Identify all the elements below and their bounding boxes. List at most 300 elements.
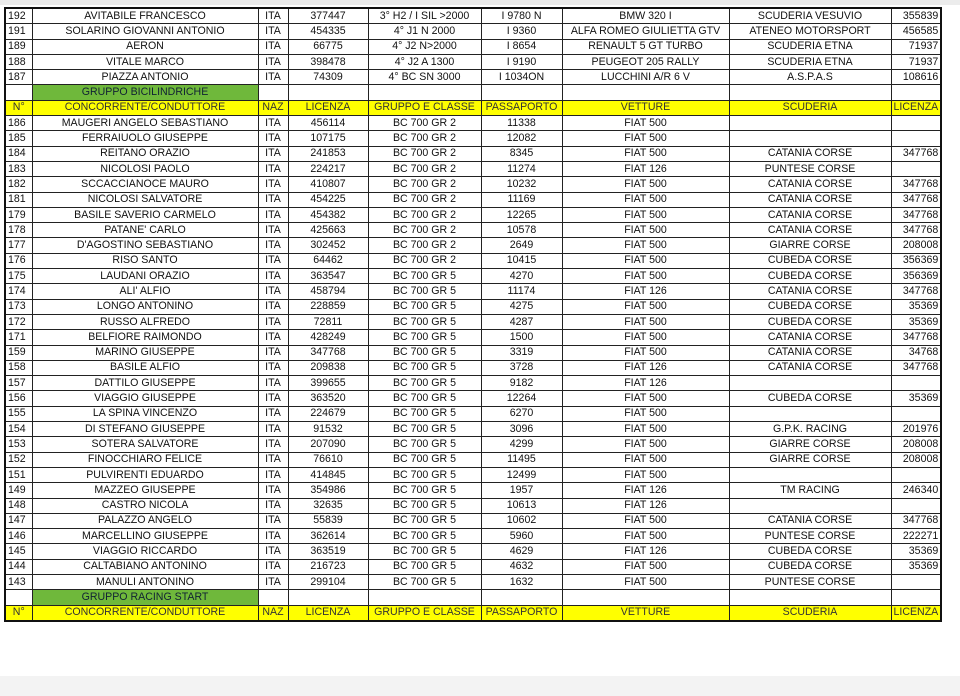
cell: BC 700 GR 5 (368, 559, 481, 574)
cell: BC 700 GR 2 (368, 161, 481, 176)
table-row (5, 116, 941, 131)
cell: SOTERA SALVATORE (32, 437, 258, 452)
cell: 72811 (288, 314, 368, 329)
cell: CUBEDA CORSE (729, 314, 891, 329)
cell: FIAT 500 (562, 513, 729, 528)
cell (258, 590, 288, 605)
table-row (5, 207, 941, 222)
cell: 241853 (288, 146, 368, 161)
cell: FIAT 500 (562, 437, 729, 452)
cell: ITA (258, 24, 288, 39)
cell: BC 700 GR 5 (368, 467, 481, 482)
cell: 149 (5, 483, 32, 498)
cell: 414845 (288, 467, 368, 482)
cell: BC 700 GR 5 (368, 345, 481, 360)
table-row (5, 223, 941, 238)
cell: TM RACING (729, 483, 891, 498)
table-row (5, 299, 941, 314)
cell: 216723 (288, 559, 368, 574)
cell: 181 (5, 192, 32, 207)
cell: ITA (258, 345, 288, 360)
cell: CATANIA CORSE (729, 192, 891, 207)
cell: CATANIA CORSE (729, 360, 891, 375)
cell: FIAT 500 (562, 467, 729, 482)
cell: SCUDERIA (729, 605, 891, 621)
cell: ITA (258, 299, 288, 314)
table-row (5, 269, 941, 284)
cell: 35369 (891, 314, 941, 329)
cell: 454382 (288, 207, 368, 222)
cell: 4299 (481, 437, 562, 452)
cell: BC 700 GR 2 (368, 253, 481, 268)
cell: PASSAPORTO (481, 605, 562, 621)
cell: BC 700 GR 5 (368, 544, 481, 559)
table-row (5, 131, 941, 146)
cell (729, 467, 891, 482)
cell: 188 (5, 54, 32, 69)
cell: FIAT 500 (562, 192, 729, 207)
cell: 173 (5, 299, 32, 314)
cell: 347768 (891, 146, 941, 161)
cell: CATANIA CORSE (729, 284, 891, 299)
cell (891, 131, 941, 146)
cell: 179 (5, 207, 32, 222)
cell: 347768 (288, 345, 368, 360)
cell: 454225 (288, 192, 368, 207)
cell: FIAT 500 (562, 131, 729, 146)
cell: FIAT 500 (562, 314, 729, 329)
cell: I 8654 (481, 39, 562, 54)
cell: 35369 (891, 559, 941, 574)
cell: GRUPPO E CLASSE (368, 605, 481, 621)
cell: ITA (258, 544, 288, 559)
cell: 189 (5, 39, 32, 54)
cell: 11174 (481, 284, 562, 299)
cell (481, 590, 562, 605)
cell: AVITABILE FRANCESCO (32, 8, 258, 24)
cell: 144 (5, 559, 32, 574)
cell: BC 700 GR 2 (368, 207, 481, 222)
cell: FIAT 500 (562, 559, 729, 574)
table-row (5, 284, 941, 299)
table-row (5, 467, 941, 482)
cell: G.P.K. RACING (729, 422, 891, 437)
group-title: GRUPPO BICILINDRICHE (32, 85, 258, 100)
cell (891, 376, 941, 391)
cell: A.S.P.A.S (729, 70, 891, 85)
cell: BC 700 GR 5 (368, 360, 481, 375)
cell: ITA (258, 559, 288, 574)
table-row (5, 376, 941, 391)
cell: 363547 (288, 269, 368, 284)
cell: 152 (5, 452, 32, 467)
cell: FIAT 500 (562, 330, 729, 345)
cell: 454335 (288, 24, 368, 39)
cell: 35369 (891, 391, 941, 406)
cell: ITA (258, 223, 288, 238)
cell: 2649 (481, 238, 562, 253)
group-title: GRUPPO RACING START (32, 590, 258, 605)
cell: 108616 (891, 70, 941, 85)
cell: ITA (258, 70, 288, 85)
cell: AERON (32, 39, 258, 54)
cell: 363520 (288, 391, 368, 406)
cell: 35369 (891, 299, 941, 314)
table-row (5, 391, 941, 406)
cell: ITA (258, 207, 288, 222)
cell: I 1034ON (481, 70, 562, 85)
cell: 410807 (288, 177, 368, 192)
cell: MAUGERI ANGELO SEBASTIANO (32, 116, 258, 131)
cell (368, 85, 481, 100)
cell: ITA (258, 437, 288, 452)
cell: 174 (5, 284, 32, 299)
cell: VETTURE (562, 100, 729, 115)
cell: 347768 (891, 330, 941, 345)
cell: 175 (5, 269, 32, 284)
group-row (5, 590, 941, 605)
cell (729, 498, 891, 513)
cell: 222271 (891, 529, 941, 544)
cell (729, 376, 891, 391)
cell: 347768 (891, 513, 941, 528)
cell: 356369 (891, 269, 941, 284)
cell: CUBEDA CORSE (729, 269, 891, 284)
cell: 4° BC SN 3000 (368, 70, 481, 85)
table-row (5, 360, 941, 375)
cell: 347768 (891, 192, 941, 207)
cell: 148 (5, 498, 32, 513)
cell: 71937 (891, 39, 941, 54)
cell: BC 700 GR 2 (368, 192, 481, 207)
cell: CONCORRENTE/CONDUTTORE (32, 100, 258, 115)
cell: 145 (5, 544, 32, 559)
cell: PASSAPORTO (481, 100, 562, 115)
cell: ITA (258, 422, 288, 437)
cell: 456585 (891, 24, 941, 39)
cell (5, 590, 32, 605)
cell: 4632 (481, 559, 562, 574)
table-row (5, 24, 941, 39)
cell: ITA (258, 192, 288, 207)
cell: RUSSO ALFREDO (32, 314, 258, 329)
cell: SCUDERIA VESUVIO (729, 8, 891, 24)
cell: 299104 (288, 574, 368, 589)
cell: PULVIRENTI EDUARDO (32, 467, 258, 482)
table-row (5, 513, 941, 528)
cell: ITA (258, 330, 288, 345)
cell: FIAT 126 (562, 161, 729, 176)
cell (891, 85, 941, 100)
cell (729, 406, 891, 421)
cell: FIAT 126 (562, 360, 729, 375)
cell: 12082 (481, 131, 562, 146)
cell: FIAT 500 (562, 207, 729, 222)
cell: 3728 (481, 360, 562, 375)
cell: 55839 (288, 513, 368, 528)
cell: BC 700 GR 5 (368, 314, 481, 329)
cell: 157 (5, 376, 32, 391)
cell: CALTABIANO ANTONINO (32, 559, 258, 574)
cell: FIAT 500 (562, 406, 729, 421)
cell: LUCCHINI A/R 6 V (562, 70, 729, 85)
cell: 377447 (288, 8, 368, 24)
cell: 1632 (481, 574, 562, 589)
table-row (5, 483, 941, 498)
cell: 4287 (481, 314, 562, 329)
cell: 208008 (891, 238, 941, 253)
cell: 158 (5, 360, 32, 375)
cell: 458794 (288, 284, 368, 299)
cell: 12265 (481, 207, 562, 222)
cell: FIAT 126 (562, 376, 729, 391)
cell: CUBEDA CORSE (729, 391, 891, 406)
entry-list-table (4, 7, 942, 622)
cell: BC 700 GR 5 (368, 437, 481, 452)
cell: 207090 (288, 437, 368, 452)
cell: FERRAIUOLO GIUSEPPE (32, 131, 258, 146)
table-row (5, 70, 941, 85)
cell: FIAT 500 (562, 238, 729, 253)
cell: ITA (258, 314, 288, 329)
cell: ITA (258, 39, 288, 54)
cell: 176 (5, 253, 32, 268)
cell: 208008 (891, 437, 941, 452)
cell: I 9190 (481, 54, 562, 69)
cell: ITA (258, 54, 288, 69)
cell: 3319 (481, 345, 562, 360)
cell: BASILE ALFIO (32, 360, 258, 375)
cell: FIAT 126 (562, 544, 729, 559)
cell (5, 85, 32, 100)
cell: ITA (258, 513, 288, 528)
cell (729, 590, 891, 605)
cell (288, 590, 368, 605)
cell (729, 116, 891, 131)
cell: BC 700 GR 5 (368, 529, 481, 544)
cell: BC 700 GR 2 (368, 238, 481, 253)
cell: 356369 (891, 253, 941, 268)
cell: 347768 (891, 177, 941, 192)
cell: 153 (5, 437, 32, 452)
cell: 347768 (891, 223, 941, 238)
cell: LICENZA (288, 605, 368, 621)
cell: LA SPINA VINCENZO (32, 406, 258, 421)
cell: 159 (5, 345, 32, 360)
cell: ITA (258, 574, 288, 589)
cell: NICOLOSI SALVATORE (32, 192, 258, 207)
cell (891, 406, 941, 421)
table-row (5, 54, 941, 69)
cell: 362614 (288, 529, 368, 544)
cell: ITA (258, 8, 288, 24)
cell: LAUDANI ORAZIO (32, 269, 258, 284)
cell (562, 590, 729, 605)
cell: BC 700 GR 5 (368, 269, 481, 284)
cell: GIARRE CORSE (729, 452, 891, 467)
cell: I 9360 (481, 24, 562, 39)
cell: 6270 (481, 406, 562, 421)
table-row (5, 8, 941, 24)
table-row (5, 192, 941, 207)
cell: FIAT 500 (562, 116, 729, 131)
cell: PEUGEOT 205 RALLY (562, 54, 729, 69)
cell: PATANE' CARLO (32, 223, 258, 238)
cell: ITA (258, 177, 288, 192)
cell: CUBEDA CORSE (729, 299, 891, 314)
cell: 11338 (481, 116, 562, 131)
cell: 354986 (288, 483, 368, 498)
cell: PUNTESE CORSE (729, 161, 891, 176)
table-row (5, 452, 941, 467)
cell: SCUDERIA ETNA (729, 54, 891, 69)
cell: GIARRE CORSE (729, 437, 891, 452)
cell: N° (5, 605, 32, 621)
cell: 184 (5, 146, 32, 161)
cell (729, 85, 891, 100)
cell: 171 (5, 330, 32, 345)
table-row (5, 406, 941, 421)
cell: BC 700 GR 2 (368, 146, 481, 161)
cell: 8345 (481, 146, 562, 161)
cell: ALFA ROMEO GIULIETTA GTV (562, 24, 729, 39)
cell: FINOCCHIARO FELICE (32, 452, 258, 467)
cell: MAZZEO GIUSEPPE (32, 483, 258, 498)
cell: BASILE SAVERIO CARMELO (32, 207, 258, 222)
cell: ITA (258, 238, 288, 253)
table-row (5, 574, 941, 589)
cell: 192 (5, 8, 32, 24)
cell: 428249 (288, 330, 368, 345)
cell: ITA (258, 467, 288, 482)
cell: 208008 (891, 452, 941, 467)
cell: FIAT 500 (562, 574, 729, 589)
cell: 456114 (288, 116, 368, 131)
cell: 91532 (288, 422, 368, 437)
table-row (5, 544, 941, 559)
cell: BC 700 GR 5 (368, 498, 481, 513)
cell: 172 (5, 314, 32, 329)
cell: 1957 (481, 483, 562, 498)
cell: 347768 (891, 207, 941, 222)
cell: 11495 (481, 452, 562, 467)
cell: 186 (5, 116, 32, 131)
cell: BC 700 GR 5 (368, 406, 481, 421)
table-row (5, 437, 941, 452)
cell (891, 574, 941, 589)
cell: LICENZA (288, 100, 368, 115)
cell: ITA (258, 391, 288, 406)
cell: FIAT 500 (562, 146, 729, 161)
cell (891, 161, 941, 176)
cell: 10232 (481, 177, 562, 192)
cell: 191 (5, 24, 32, 39)
cell: VETTURE (562, 605, 729, 621)
cell: 4270 (481, 269, 562, 284)
cell: LICENZA (891, 100, 941, 115)
cell: 425663 (288, 223, 368, 238)
cell: CATANIA CORSE (729, 513, 891, 528)
cell: FIAT 126 (562, 483, 729, 498)
cell: BELFIORE RAIMONDO (32, 330, 258, 345)
cell: NAZ (258, 605, 288, 621)
cell: 66775 (288, 39, 368, 54)
cell: 5960 (481, 529, 562, 544)
table-row (5, 161, 941, 176)
cell: 156 (5, 391, 32, 406)
cell: 347768 (891, 284, 941, 299)
table-row (5, 330, 941, 345)
cell: 143 (5, 574, 32, 589)
cell: I 9780 N (481, 8, 562, 24)
cell: 12499 (481, 467, 562, 482)
cell: BC 700 GR 5 (368, 422, 481, 437)
cell: CATANIA CORSE (729, 223, 891, 238)
cell: FIAT 500 (562, 253, 729, 268)
cell: MANULI ANTONINO (32, 574, 258, 589)
cell: 71937 (891, 54, 941, 69)
cell: VIAGGIO GIUSEPPE (32, 391, 258, 406)
cell: PIAZZA ANTONIO (32, 70, 258, 85)
cell: ITA (258, 406, 288, 421)
cell: BC 700 GR 5 (368, 574, 481, 589)
cell: FIAT 500 (562, 422, 729, 437)
cell: 10578 (481, 223, 562, 238)
cell: GRUPPO E CLASSE (368, 100, 481, 115)
cell: GIARRE CORSE (729, 238, 891, 253)
cell (729, 131, 891, 146)
cell: 10602 (481, 513, 562, 528)
cell: 10613 (481, 498, 562, 513)
cell: 146 (5, 529, 32, 544)
cell: BC 700 GR 2 (368, 116, 481, 131)
cell: 347768 (891, 360, 941, 375)
cell: CATANIA CORSE (729, 146, 891, 161)
cell: PALAZZO ANGELO (32, 513, 258, 528)
cell: 177 (5, 238, 32, 253)
bottom-strip (0, 676, 960, 696)
cell: 9182 (481, 376, 562, 391)
cell: 32635 (288, 498, 368, 513)
cell: 147 (5, 513, 32, 528)
cell: ALI' ALFIO (32, 284, 258, 299)
cell: ITA (258, 116, 288, 131)
cell: BC 700 GR 2 (368, 177, 481, 192)
cell: SCUDERIA ETNA (729, 39, 891, 54)
cell: LONGO ANTONINO (32, 299, 258, 314)
cell: 224217 (288, 161, 368, 176)
cell: 4° J2 N>2000 (368, 39, 481, 54)
cell: 4275 (481, 299, 562, 314)
cell: 64462 (288, 253, 368, 268)
cell (891, 590, 941, 605)
cell: NICOLOSI PAOLO (32, 161, 258, 176)
table-row (5, 422, 941, 437)
cell: BC 700 GR 2 (368, 223, 481, 238)
cell: 4° J2 A 1300 (368, 54, 481, 69)
cell (562, 85, 729, 100)
table-row (5, 253, 941, 268)
table-row (5, 559, 941, 574)
cell: ITA (258, 146, 288, 161)
cell: 187 (5, 70, 32, 85)
cell: ITA (258, 253, 288, 268)
cell (891, 498, 941, 513)
table-row (5, 529, 941, 544)
cell: BC 700 GR 5 (368, 483, 481, 498)
cell: BC 700 GR 5 (368, 376, 481, 391)
cell: ITA (258, 269, 288, 284)
